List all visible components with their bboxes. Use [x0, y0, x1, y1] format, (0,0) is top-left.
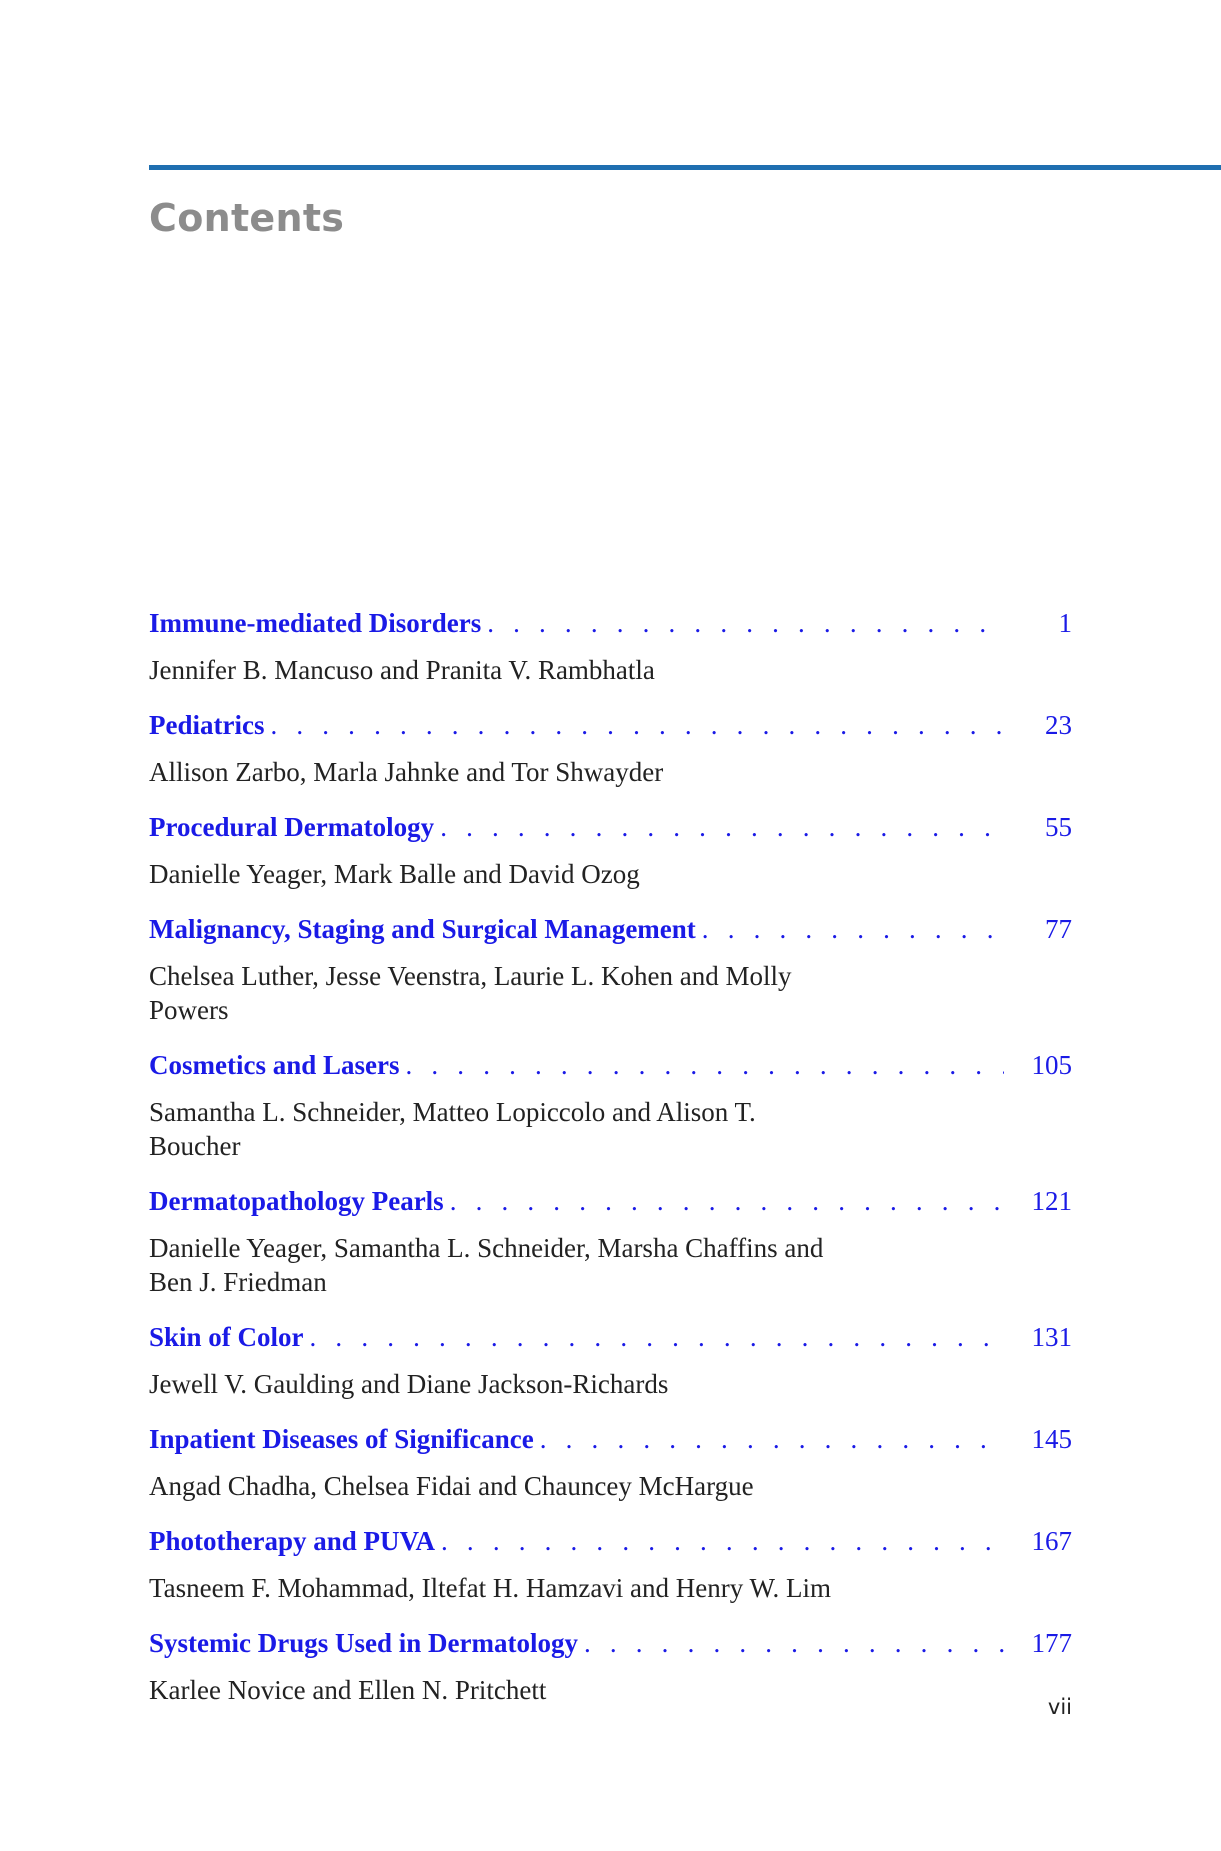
chapter-page-number: 55	[1045, 812, 1072, 842]
toc-entry	[149, 705, 1072, 789]
chapter-title: Phototherapy and PUVA	[149, 1526, 436, 1556]
page-title: Contents	[149, 196, 345, 240]
dot-leader	[441, 1521, 1004, 1561]
chapter-authors: Jennifer B. Mancuso and Pranita V. Rambhatla	[149, 655, 655, 685]
chapter-title: Inpatient Diseases of Significance	[149, 1424, 534, 1454]
chapter-title: Malignancy, Staging and Surgical Management	[149, 914, 696, 944]
toc-entry	[149, 1181, 1072, 1299]
dot-leader	[450, 1181, 1004, 1221]
header-rule	[149, 165, 1221, 170]
chapter-title: Procedural Dermatology	[149, 812, 435, 842]
chapter-authors: Chelsea Luther, Jesse Veenstra, Laurie L. Kohen and Molly Powers	[149, 961, 792, 1025]
chapter-page-number: 145	[1031, 1424, 1072, 1454]
chapter-authors: Danielle Yeager, Samantha L. Schneider, Marsha Chaffins and Ben J. Friedman	[149, 1233, 824, 1297]
page-number: vii	[1047, 1695, 1072, 1719]
chapter-title: Cosmetics and Lasers	[149, 1050, 400, 1080]
toc-entry	[149, 807, 1072, 891]
chapter-title: Systemic Drugs Used in Dermatology	[149, 1628, 578, 1658]
chapter-page-number: 77	[1045, 914, 1072, 944]
chapter-authors: Angad Chadha, Chelsea Fidai and Chauncey McHargue	[149, 1471, 754, 1501]
toc-chapter-link[interactable]	[149, 909, 1072, 949]
chapter-authors: Samantha L. Schneider, Matteo Lopiccolo and Alison T. Boucher	[149, 1097, 756, 1161]
table-of-contents	[149, 603, 1072, 1725]
chapter-page-number: 1	[1058, 608, 1072, 638]
toc-chapter-link[interactable]	[149, 1521, 1072, 1561]
toc-entry	[149, 909, 1072, 1027]
dot-leader	[487, 603, 1004, 643]
dot-leader	[540, 1419, 1004, 1459]
toc-chapter-link[interactable]	[149, 1181, 1072, 1221]
toc-entry	[149, 1521, 1072, 1605]
dot-leader	[440, 807, 1004, 847]
chapter-page-number: 177	[1031, 1628, 1072, 1658]
toc-chapter-link[interactable]	[149, 1317, 1072, 1357]
toc-chapter-link[interactable]	[149, 807, 1072, 847]
dot-leader	[310, 1317, 1004, 1357]
toc-entry	[149, 1045, 1072, 1163]
chapter-page-number: 167	[1031, 1526, 1072, 1556]
dot-leader	[406, 1045, 1005, 1085]
chapter-authors: Allison Zarbo, Marla Jahnke and Tor Shwayder	[149, 757, 664, 787]
toc-entry	[149, 603, 1072, 687]
chapter-page-number: 131	[1031, 1322, 1072, 1352]
toc-chapter-link[interactable]	[149, 603, 1072, 643]
dot-leader	[270, 705, 1004, 745]
chapter-authors: Tasneem F. Mohammad, Iltefat H. Hamzavi and Henry W. Lim	[149, 1573, 832, 1603]
chapter-title: Immune-mediated Disorders	[149, 608, 482, 638]
dot-leader	[702, 909, 1004, 949]
toc-chapter-link[interactable]	[149, 705, 1072, 745]
chapter-page-number: 105	[1031, 1050, 1072, 1080]
toc-chapter-link[interactable]	[149, 1045, 1072, 1085]
dot-leader	[584, 1623, 1004, 1663]
toc-entry	[149, 1623, 1072, 1707]
chapter-authors: Danielle Yeager, Mark Balle and David Ozog	[149, 859, 640, 889]
chapter-page-number: 23	[1045, 710, 1072, 740]
toc-chapter-link[interactable]	[149, 1419, 1072, 1459]
toc-entry	[149, 1317, 1072, 1401]
chapter-page-number: 121	[1031, 1186, 1072, 1216]
chapter-title: Pediatrics	[149, 710, 265, 740]
toc-chapter-link[interactable]	[149, 1623, 1072, 1663]
chapter-authors: Karlee Novice and Ellen N. Pritchett	[149, 1675, 547, 1705]
chapter-authors: Jewell V. Gaulding and Diane Jackson-Richards	[149, 1369, 669, 1399]
chapter-title: Skin of Color	[149, 1322, 304, 1352]
chapter-title: Dermatopathology Pearls	[149, 1186, 444, 1216]
toc-entry	[149, 1419, 1072, 1503]
